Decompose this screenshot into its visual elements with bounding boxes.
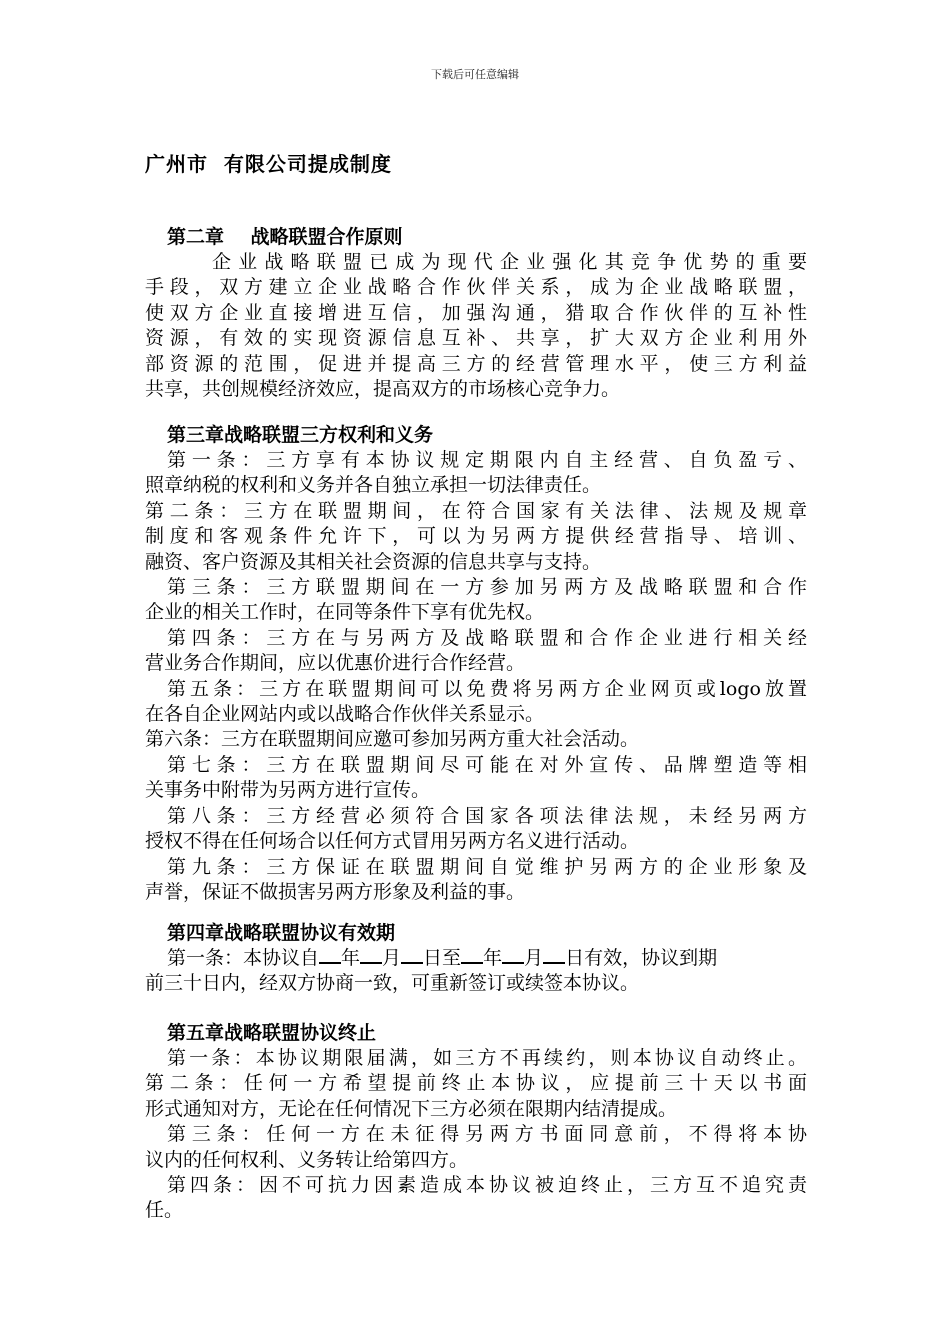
article-line: 营业务合作期间，应以优惠价进行合作经营。 <box>145 652 526 675</box>
article-line: 第一条：三方享有本协议规定期限内自主经营、自负盈亏、 <box>167 449 807 471</box>
paragraph-line: 使双方企业直接增进互信，加强沟通，猎取合作伙伴的互补性 <box>145 301 807 324</box>
blank-field-start-month <box>360 946 382 964</box>
blank-field-end-year <box>461 946 483 964</box>
chapter-5 <box>145 1020 807 1224</box>
chapter-5-heading: 第五章战略联盟协议终止 <box>167 1022 377 1044</box>
article-line: 第四条：因不可抗力因素造成本协议被迫终止，三方互不追究责 <box>167 1174 807 1197</box>
paragraph-line: 手段，双方建立企业战略合作伙伴关系，成为企业战略联盟， <box>145 276 807 299</box>
chapter-3-heading: 第三章战略联盟三方权利和义务 <box>167 424 434 446</box>
blank-field-start-year <box>319 946 341 964</box>
article-line: 在各自企业网站内或以战略合作伙伴关系显示。 <box>145 703 545 726</box>
article-line: 第五条：三方在联盟期间可以免费将另两方企业网页或logo放置 <box>167 677 807 700</box>
article-line: 关事务中附带为另两方进行宣传。 <box>145 779 431 802</box>
chapter-4 <box>145 920 807 997</box>
paragraph-line: 企业战略联盟已成为现代企业强化其竞争优势的重要 <box>212 251 807 273</box>
article-line: 第七条：三方在联盟期间尽可能在对外宣传、品牌塑造等相 <box>167 753 807 776</box>
article-line: 第二条：任何一方希望提前终止本协议，应提前三十天以书面 <box>145 1072 807 1095</box>
blank-field-end-day <box>543 946 565 964</box>
blank-field-end-month <box>502 946 524 964</box>
article-line: 第九条：三方保证在联盟期间自觉维护另两方的企业形象及 <box>167 855 807 878</box>
document-title: 广州市 有限公司提成制度 <box>145 152 392 176</box>
article-line: 制度和客观条件允许下，可以为另两方提供经营指导、培训、 <box>145 525 807 548</box>
article-line: 第八条：三方经营必须符合国家各项法律法规，未经另两方 <box>167 804 807 827</box>
article-line: 第三条：任何一方在未征得另两方书面同意前，不得将本协 <box>167 1123 807 1146</box>
article-line: 第四条：三方在与另两方及战略联盟和合作企业进行相关经 <box>167 626 807 649</box>
paragraph-line: 共享，共创规模经济效应，提高双方的市场核心竞争力。 <box>145 378 621 401</box>
article-line: 照章纳税的权利和义务并各自独立承担一切法律责任。 <box>145 474 602 497</box>
chapter-2 <box>145 224 807 402</box>
validity-text: 第一条：本协议自 <box>167 947 320 969</box>
article-line: 第一条：本协议期限届满，如三方不再续约，则本协议自动终止。 <box>167 1047 807 1069</box>
article-line: 第三条：三方联盟期间在一方参加另两方及战略联盟和合作 <box>167 576 807 599</box>
chapter-3 <box>145 422 807 905</box>
article-line: 前三十日内，经双方协商一致，可重新签订或续签本协议。 <box>145 972 640 995</box>
paragraph-line: 部资源的范围，促进并提高三方的经营管理水平，使三方利益 <box>145 352 807 375</box>
validity-text: 月 <box>524 947 544 969</box>
chapter-4-heading: 第四章战略联盟协议有效期 <box>167 922 396 944</box>
validity-text: 日至 <box>423 947 462 969</box>
blank-field-start-day <box>401 946 423 964</box>
paragraph-line: 资源，有效的实现资源信息互补、共享，扩大双方企业利用外 <box>145 327 807 350</box>
article-line: 第二条：三方在联盟期间，在符合国家有关法律、法规及规章 <box>145 499 807 522</box>
chapter-2-heading: 第二章 战略联盟合作原则 <box>167 226 403 248</box>
article-line: 声誉，保证不做损害另两方形象及利益的事。 <box>145 880 526 903</box>
validity-text: 日有效，协议到期 <box>565 947 718 969</box>
article-line: 任。 <box>145 1199 184 1222</box>
article-line: 融资、客户资源及其相关社会资源的信息共享与支持。 <box>145 550 602 573</box>
validity-text: 年 <box>341 947 361 969</box>
article-line: 企业的相关工作时，在同等条件下享有优先权。 <box>145 601 545 624</box>
article-line: 形式通知对方，无论在任何情况下三方必须在限期内结清提成。 <box>145 1097 678 1120</box>
validity-text: 月 <box>382 947 402 969</box>
article-line: 授权不得在任何场合以任何方式冒用另两方名义进行活动。 <box>145 830 640 853</box>
validity-text: 年 <box>483 947 503 969</box>
article-line: 议内的任何权利、义务转让给第四方。 <box>145 1148 469 1171</box>
validity-period-line <box>145 946 807 971</box>
header-note: 下载后可任意编辑 <box>431 68 519 81</box>
article-line: 第六条：三方在联盟期间应邀可参加另两方重大社会活动。 <box>145 728 640 751</box>
